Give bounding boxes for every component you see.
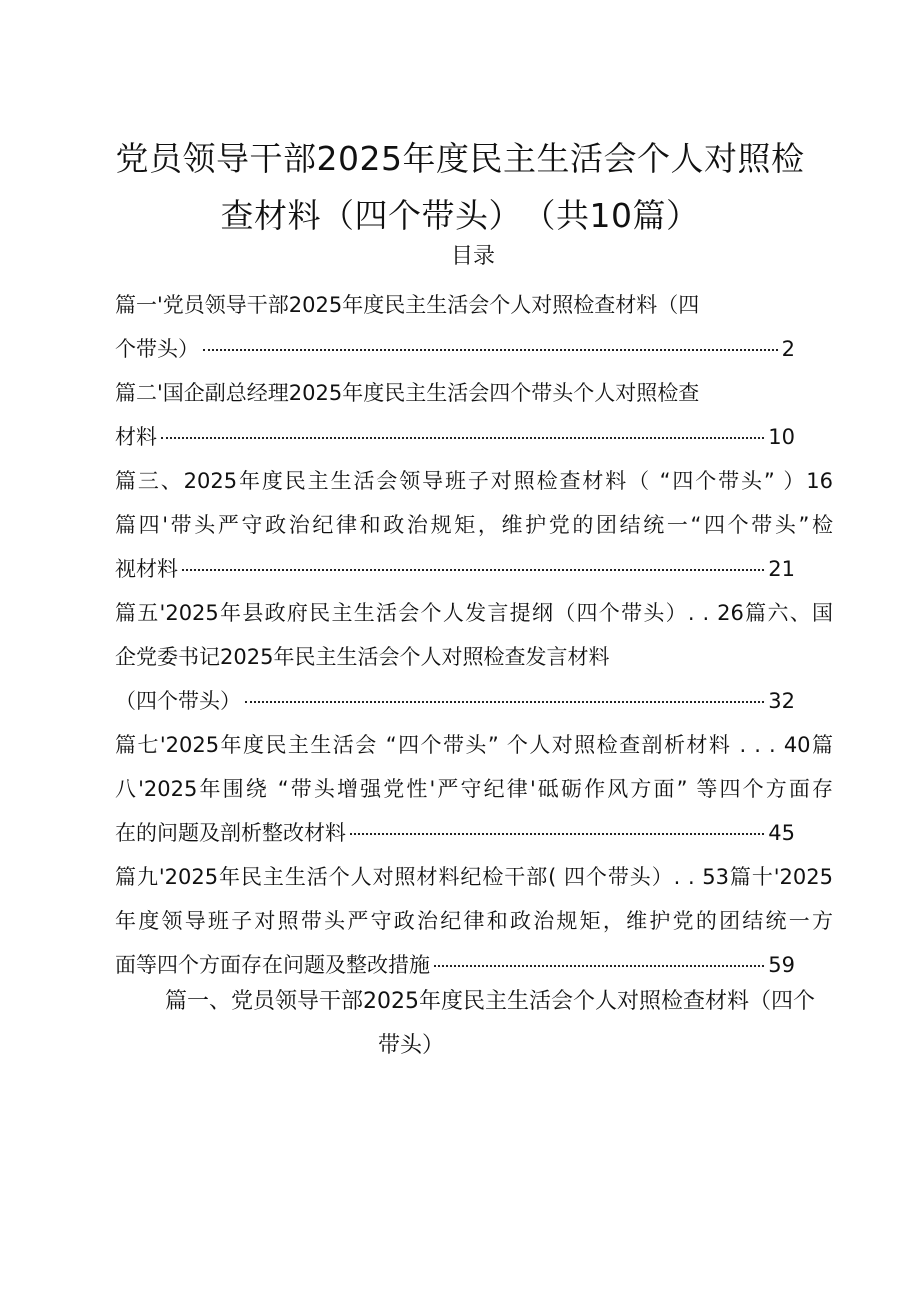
dot-leader <box>182 568 764 571</box>
toc-entry[interactable] <box>115 422 795 452</box>
dot-leader <box>245 700 764 703</box>
toc-entry[interactable] <box>115 554 795 584</box>
toc-line: 年度领导班子对照带头严守政治纪律和政治规矩，维护党的团结统一方 <box>115 909 833 933</box>
toc-line: 篇七'2025年度民主生活会 “四个带头” 个人对照检查剖析材料 . . . 40篇 <box>115 733 833 757</box>
dot-leader <box>350 832 764 835</box>
toc-line: 篇九'2025年民主生活个人对照材料纪检干部( 四个带头）. . 53篇十'2025 <box>115 865 833 889</box>
toc-line: 八'2025年围绕 “带头增强党性'严守纪律'砥砺作风方面” 等四个方面存 <box>115 777 833 801</box>
toc-line: 篇五'2025年县政府民主生活会个人发言提纲（四个带头）. . 26篇六、国 <box>115 601 833 625</box>
section-heading-line-1: 篇一、党员领导干部2025年度民主生活会个人对照检查材料（四个 <box>165 989 815 1014</box>
document-title-line-1: 党员领导干部2025年度民主生活会个人对照检 <box>115 139 805 178</box>
toc-entry[interactable] <box>115 334 795 364</box>
toc-entry[interactable] <box>115 686 795 716</box>
page-number: 10 <box>768 425 795 449</box>
toc-line: （四个带头） <box>115 689 241 713</box>
page-number: 59 <box>768 953 795 977</box>
dot-leader <box>203 348 778 351</box>
toc-entry[interactable] <box>115 950 795 980</box>
section-heading-line-2: 带头） <box>378 1033 445 1058</box>
toc-heading: 目录 <box>450 244 495 269</box>
page-number: 21 <box>768 557 795 581</box>
page-number: 32 <box>768 689 795 713</box>
dot-leader <box>161 436 764 439</box>
toc-line: 视材料 <box>115 557 178 581</box>
page-number: 2 <box>781 337 795 361</box>
dot-leader <box>434 964 764 967</box>
document-title-line-2: 查材料（四个带头） （共10篇） <box>220 196 700 235</box>
toc-line: 面等四个方面存在问题及整改措施 <box>115 953 430 977</box>
toc-line: 篇一'党员领导干部2025年度民主生活会个人对照检查材料（四 <box>115 293 700 317</box>
toc-line: 在的问题及剖析整改材料 <box>115 821 346 845</box>
toc-line: 篇二'国企副总经理2025年度民主生活会四个带头个人对照检查 <box>115 381 700 405</box>
toc-line: 个带头） <box>115 337 199 361</box>
toc-entry[interactable] <box>115 818 795 848</box>
page-number: 45 <box>768 821 795 845</box>
toc-line: 篇四'带头严守政治纪律和政治规矩，维护党的团结统一“四个带头”检 <box>115 513 833 537</box>
toc-entry[interactable]: 篇三、2025年度民主生活会领导班子对照检查材料（ “四个带头” ）16 <box>115 469 833 493</box>
toc-line: 企党委书记2025年民主生活会个人对照检查发言材料 <box>115 645 610 669</box>
toc-line: 材料 <box>115 425 157 449</box>
